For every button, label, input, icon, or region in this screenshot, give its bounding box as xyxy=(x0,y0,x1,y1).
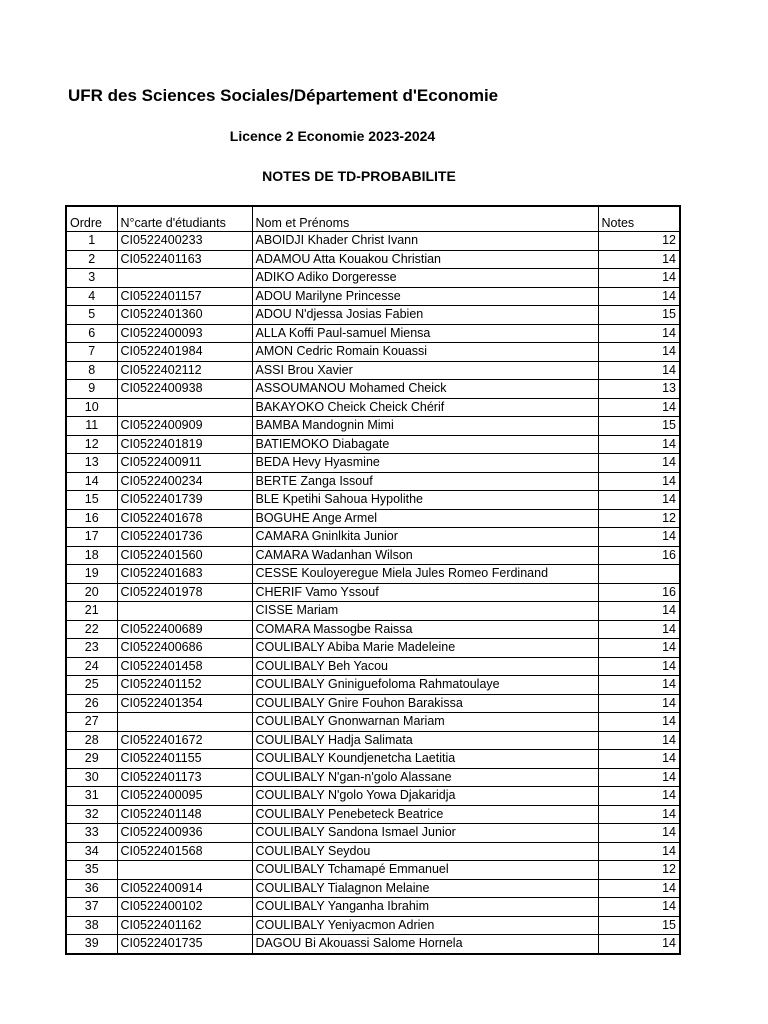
cell-ordre: 14 xyxy=(66,472,117,491)
cell-notes: 14 xyxy=(598,676,680,695)
cell-carte: CI0522401162 xyxy=(117,916,252,935)
cell-nom: DAGOU Bi Akouassi Salome Hornela xyxy=(252,935,598,954)
cell-nom: COULIBALY Beh Yacou xyxy=(252,657,598,676)
grades-table xyxy=(65,205,681,955)
cell-carte: CI0522401672 xyxy=(117,731,252,750)
table-row xyxy=(66,935,680,954)
table-row xyxy=(66,620,680,639)
cell-ordre: 10 xyxy=(66,398,117,417)
cell-notes: 14 xyxy=(598,269,680,288)
cell-notes: 12 xyxy=(598,232,680,251)
cell-carte xyxy=(117,602,252,621)
cell-nom: COULIBALY Seydou xyxy=(252,842,598,861)
table-row xyxy=(66,417,680,436)
cell-nom: ADAMOU Atta Kouakou Christian xyxy=(252,250,598,269)
cell-ordre: 7 xyxy=(66,343,117,362)
table-row xyxy=(66,639,680,658)
table-row xyxy=(66,768,680,787)
table-row xyxy=(66,546,680,565)
table-row xyxy=(66,306,680,325)
cell-carte: CI0522401360 xyxy=(117,306,252,325)
table-row xyxy=(66,694,680,713)
cell-nom: CAMARA Wadanhan Wilson xyxy=(252,546,598,565)
table-row xyxy=(66,269,680,288)
table-row xyxy=(66,491,680,510)
table-row xyxy=(66,472,680,491)
cell-ordre: 39 xyxy=(66,935,117,954)
cell-carte: CI0522401978 xyxy=(117,583,252,602)
cell-carte: CI0522400911 xyxy=(117,454,252,473)
cell-notes: 14 xyxy=(598,805,680,824)
table-row xyxy=(66,324,680,343)
cell-carte: CI0522400686 xyxy=(117,639,252,658)
cell-notes: 14 xyxy=(598,639,680,658)
cell-notes: 15 xyxy=(598,916,680,935)
cell-notes: 12 xyxy=(598,861,680,880)
cell-carte: CI0522400234 xyxy=(117,472,252,491)
cell-ordre: 1 xyxy=(66,232,117,251)
cell-notes: 14 xyxy=(598,787,680,806)
cell-notes: 14 xyxy=(598,602,680,621)
cell-notes: 14 xyxy=(598,287,680,306)
cell-notes: 12 xyxy=(598,509,680,528)
cell-ordre: 27 xyxy=(66,713,117,732)
table-row xyxy=(66,879,680,898)
cell-notes: 14 xyxy=(598,713,680,732)
cell-nom: ABOIDJI Khader Christ Ivann xyxy=(252,232,598,251)
cell-carte: CI0522401568 xyxy=(117,842,252,861)
table-row xyxy=(66,676,680,695)
cell-nom: COULIBALY Tchamapé Emmanuel xyxy=(252,861,598,880)
cell-nom: BAKAYOKO Cheick Cheick Chérif xyxy=(252,398,598,417)
cell-ordre: 20 xyxy=(66,583,117,602)
table-row xyxy=(66,657,680,676)
cell-carte: CI0522401155 xyxy=(117,750,252,769)
cell-nom: COULIBALY Gniniguefoloma Rahmatoulaye xyxy=(252,676,598,695)
table-row xyxy=(66,602,680,621)
table-row xyxy=(66,287,680,306)
cell-notes: 14 xyxy=(598,935,680,954)
cell-ordre: 24 xyxy=(66,657,117,676)
cell-ordre: 8 xyxy=(66,361,117,380)
cell-carte: CI0522401152 xyxy=(117,676,252,695)
cell-ordre: 6 xyxy=(66,324,117,343)
cell-carte: CI0522401458 xyxy=(117,657,252,676)
cell-ordre: 29 xyxy=(66,750,117,769)
cell-notes xyxy=(598,565,680,584)
cell-nom: COULIBALY Koundjenetcha Laetitia xyxy=(252,750,598,769)
cell-nom: AMON Cedric Romain Kouassi xyxy=(252,343,598,362)
cell-notes: 14 xyxy=(598,324,680,343)
cell-nom: COULIBALY N'golo Yowa Djakaridja xyxy=(252,787,598,806)
cell-notes: 14 xyxy=(598,842,680,861)
cell-carte: CI0522400689 xyxy=(117,620,252,639)
cell-nom: ASSI Brou Xavier xyxy=(252,361,598,380)
cell-nom: CHERIF Vamo Yssouf xyxy=(252,583,598,602)
table-row xyxy=(66,805,680,824)
cell-ordre: 12 xyxy=(66,435,117,454)
cell-ordre: 38 xyxy=(66,916,117,935)
cell-nom: BATIEMOKO Diabagate xyxy=(252,435,598,454)
table-row xyxy=(66,232,680,251)
cell-ordre: 13 xyxy=(66,454,117,473)
cell-nom: BEDA Hevy Hyasmine xyxy=(252,454,598,473)
cell-ordre: 4 xyxy=(66,287,117,306)
cell-carte xyxy=(117,861,252,880)
header-ordre: Ordre xyxy=(66,206,117,232)
table-row xyxy=(66,898,680,917)
table-row xyxy=(66,509,680,528)
cell-nom: COMARA Massogbe Raissa xyxy=(252,620,598,639)
cell-ordre: 21 xyxy=(66,602,117,621)
table-row xyxy=(66,824,680,843)
cell-nom: ADIKO Adiko Dorgeresse xyxy=(252,269,598,288)
cell-carte: CI0522400938 xyxy=(117,380,252,399)
cell-notes: 14 xyxy=(598,694,680,713)
cell-ordre: 26 xyxy=(66,694,117,713)
cell-notes: 14 xyxy=(598,361,680,380)
cell-nom: BERTE Zanga Issouf xyxy=(252,472,598,491)
cell-carte: CI0522401354 xyxy=(117,694,252,713)
table-row xyxy=(66,842,680,861)
cell-nom: CAMARA Gninlkita Junior xyxy=(252,528,598,547)
cell-ordre: 16 xyxy=(66,509,117,528)
cell-ordre: 23 xyxy=(66,639,117,658)
cell-notes: 14 xyxy=(598,768,680,787)
cell-notes: 14 xyxy=(598,250,680,269)
table-row xyxy=(66,361,680,380)
cell-notes: 14 xyxy=(598,824,680,843)
cell-notes: 14 xyxy=(598,620,680,639)
table-row xyxy=(66,380,680,399)
cell-ordre: 35 xyxy=(66,861,117,880)
cell-nom: COULIBALY N'gan-n'golo Alassane xyxy=(252,768,598,787)
cell-nom: COULIBALY Abiba Marie Madeleine xyxy=(252,639,598,658)
cell-carte: CI0522401984 xyxy=(117,343,252,362)
cell-ordre: 2 xyxy=(66,250,117,269)
cell-notes: 15 xyxy=(598,417,680,436)
cell-nom: CESSE Kouloyeregue Miela Jules Romeo Ferdinand xyxy=(252,565,598,584)
cell-nom: BOGUHE Ange Armel xyxy=(252,509,598,528)
cell-nom: COULIBALY Tialagnon Melaine xyxy=(252,879,598,898)
table-row xyxy=(66,454,680,473)
table-row xyxy=(66,250,680,269)
cell-notes: 14 xyxy=(598,472,680,491)
cell-notes: 14 xyxy=(598,398,680,417)
cell-ordre: 34 xyxy=(66,842,117,861)
table-body xyxy=(66,232,680,954)
table-row xyxy=(66,750,680,769)
header-carte: N°carte d'étudiants xyxy=(117,206,252,232)
cell-ordre: 9 xyxy=(66,380,117,399)
cell-ordre: 15 xyxy=(66,491,117,510)
cell-ordre: 33 xyxy=(66,824,117,843)
header-nom: Nom et Prénoms xyxy=(252,206,598,232)
cell-carte: CI0522401678 xyxy=(117,509,252,528)
table-row xyxy=(66,916,680,935)
cell-notes: 14 xyxy=(598,528,680,547)
cell-carte xyxy=(117,713,252,732)
cell-nom: COULIBALY Hadja Salimata xyxy=(252,731,598,750)
cell-notes: 14 xyxy=(598,879,680,898)
cell-notes: 14 xyxy=(598,898,680,917)
cell-nom: CISSE Mariam xyxy=(252,602,598,621)
table-header-row xyxy=(66,206,680,232)
cell-ordre: 5 xyxy=(66,306,117,325)
table-row xyxy=(66,861,680,880)
table-row xyxy=(66,565,680,584)
table-row xyxy=(66,583,680,602)
cell-nom: ADOU N'djessa Josias Fabien xyxy=(252,306,598,325)
cell-carte: CI0522401148 xyxy=(117,805,252,824)
cell-ordre: 25 xyxy=(66,676,117,695)
table-row xyxy=(66,398,680,417)
cell-carte: CI0522401736 xyxy=(117,528,252,547)
cell-notes: 14 xyxy=(598,731,680,750)
cell-notes: 13 xyxy=(598,380,680,399)
cell-carte: CI0522401560 xyxy=(117,546,252,565)
cell-ordre: 17 xyxy=(66,528,117,547)
table-row xyxy=(66,787,680,806)
table-row xyxy=(66,343,680,362)
cell-ordre: 28 xyxy=(66,731,117,750)
cell-carte xyxy=(117,398,252,417)
cell-ordre: 22 xyxy=(66,620,117,639)
cell-carte: CI0522401163 xyxy=(117,250,252,269)
cell-notes: 14 xyxy=(598,454,680,473)
cell-notes: 14 xyxy=(598,491,680,510)
table-row xyxy=(66,528,680,547)
cell-notes: 15 xyxy=(598,306,680,325)
cell-notes: 14 xyxy=(598,657,680,676)
cell-carte: CI0522400093 xyxy=(117,324,252,343)
cell-carte: CI0522400936 xyxy=(117,824,252,843)
cell-notes: 14 xyxy=(598,750,680,769)
cell-carte: CI0522401735 xyxy=(117,935,252,954)
cell-ordre: 37 xyxy=(66,898,117,917)
cell-nom: COULIBALY Gnire Fouhon Barakissa xyxy=(252,694,598,713)
cell-nom: ASSOUMANOU Mohamed Cheick xyxy=(252,380,598,399)
cell-carte: CI0522402112 xyxy=(117,361,252,380)
cell-carte: CI0522400914 xyxy=(117,879,252,898)
cell-nom: COULIBALY Gnonwarnan Mariam xyxy=(252,713,598,732)
cell-carte: CI0522401739 xyxy=(117,491,252,510)
cell-nom: COULIBALY Sandona Ismael Junior xyxy=(252,824,598,843)
cell-carte: CI0522400909 xyxy=(117,417,252,436)
cell-ordre: 11 xyxy=(66,417,117,436)
cell-nom: BLE Kpetihi Sahoua Hypolithe xyxy=(252,491,598,510)
table-row xyxy=(66,713,680,732)
cell-ordre: 31 xyxy=(66,787,117,806)
table-row xyxy=(66,435,680,454)
cell-carte: CI0522401157 xyxy=(117,287,252,306)
cell-ordre: 30 xyxy=(66,768,117,787)
cell-nom: ADOU Marilyne Princesse xyxy=(252,287,598,306)
table-row xyxy=(66,731,680,750)
cell-notes: 16 xyxy=(598,583,680,602)
document-title: UFR des Sciences Sociales/Département d'Economie xyxy=(68,86,499,105)
cell-notes: 14 xyxy=(598,435,680,454)
cell-nom: COULIBALY Yanganha Ibrahim xyxy=(252,898,598,917)
cell-nom: COULIBALY Yeniyacmon Adrien xyxy=(252,916,598,935)
document-subtitle: Licence 2 Economie 2023-2024 xyxy=(229,128,436,144)
cell-notes: 16 xyxy=(598,546,680,565)
cell-carte: CI0522400233 xyxy=(117,232,252,251)
cell-carte: CI0522401819 xyxy=(117,435,252,454)
cell-carte: CI0522400095 xyxy=(117,787,252,806)
cell-carte: CI0522401173 xyxy=(117,768,252,787)
cell-ordre: 3 xyxy=(66,269,117,288)
cell-carte: CI0522400102 xyxy=(117,898,252,917)
cell-ordre: 19 xyxy=(66,565,117,584)
cell-ordre: 18 xyxy=(66,546,117,565)
header-notes: Notes xyxy=(598,206,680,232)
document-heading: NOTES DE TD-PROBABILITE xyxy=(262,168,456,184)
cell-carte: CI0522401683 xyxy=(117,565,252,584)
cell-notes: 14 xyxy=(598,343,680,362)
cell-carte xyxy=(117,269,252,288)
cell-ordre: 32 xyxy=(66,805,117,824)
cell-nom: ALLA Koffi Paul-samuel Miensa xyxy=(252,324,598,343)
cell-nom: BAMBA Mandognin Mimi xyxy=(252,417,598,436)
cell-nom: COULIBALY Penebeteck Beatrice xyxy=(252,805,598,824)
cell-ordre: 36 xyxy=(66,879,117,898)
